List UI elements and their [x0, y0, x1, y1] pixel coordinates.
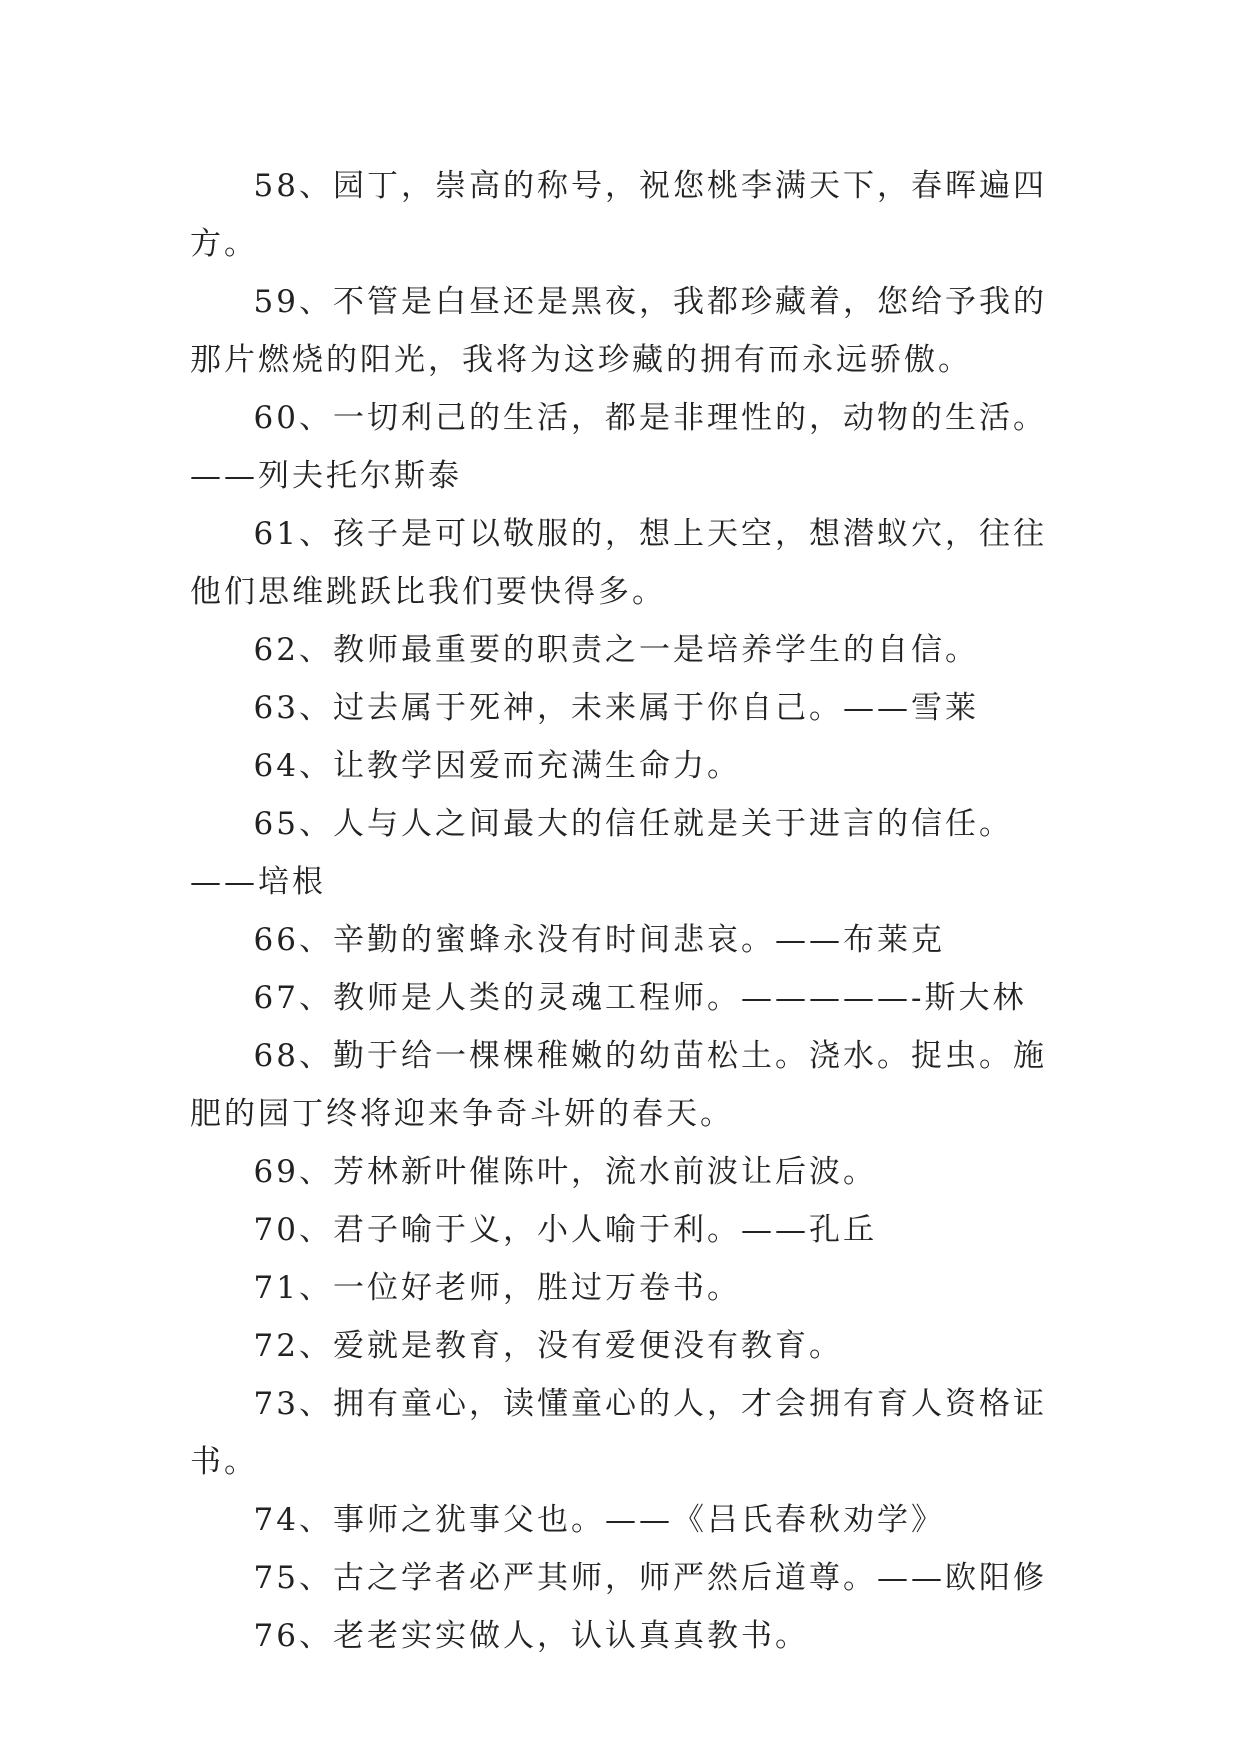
quote-paragraph-61: 61、孩子是可以敬服的，想上天空，想潜蚁穴，往往他们思维跳跃比我们要快得多。	[190, 516, 1047, 610]
document-body	[190, 157, 1052, 1665]
quote-paragraph-71: 71、一位好老师，胜过万卷书。	[253, 1270, 741, 1306]
quote-paragraph-69: 69、芳林新叶催陈叶，流水前波让后波。	[253, 1154, 877, 1190]
quote-paragraph-75: 75、古之学者必严其师，师严然后道尊。——欧阳修	[253, 1560, 1047, 1596]
quote-paragraph-72: 72、爱就是教育，没有爱便没有教育。	[253, 1328, 843, 1364]
quote-paragraph-70: 70、君子喻于义，小人喻于利。——孔丘	[253, 1212, 877, 1248]
quote-paragraph-68: 68、勤于给一棵棵稚嫩的幼苗松土。浇水。捉虫。施肥的园丁终将迎来争奇斗妍的春天。	[190, 1038, 1047, 1132]
quote-paragraph-74: 74、事师之犹事父也。——《吕氏春秋劝学》	[253, 1502, 945, 1538]
quote-paragraph-73: 73、拥有童心，读懂童心的人，才会拥有育人资格证书。	[190, 1386, 1047, 1480]
quote-paragraph-65: 65、人与人之间最大的信任就是关于进言的信任。——培根	[190, 806, 1013, 900]
quote-paragraph-76: 76、老老实实做人，认认真真教书。	[253, 1618, 809, 1654]
quote-paragraph-59: 59、不管是白昼还是黑夜，我都珍藏着，您给予我的那片燃烧的阳光，我将为这珍藏的拥有而永远骄傲。	[190, 284, 1047, 378]
quote-paragraph-60: 60、一切利己的生活，都是非理性的，动物的生活。——列夫托尔斯泰	[190, 400, 1047, 494]
quote-paragraph-63: 63、过去属于死神，未来属于你自己。——雪莱	[253, 690, 979, 726]
quote-paragraph-64: 64、让教学因爱而充满生命力。	[253, 748, 741, 784]
quote-paragraph-66: 66、辛勤的蜜蜂永没有时间悲哀。——布莱克	[253, 922, 945, 958]
quote-paragraph-67: 67、教师是人类的灵魂工程师。—————-斯大林	[253, 980, 1027, 1016]
quote-paragraph-58: 58、园丁，崇高的称号，祝您桃李满天下，春晖遍四方。	[190, 168, 1047, 262]
quote-paragraph-62: 62、教师最重要的职责之一是培养学生的自信。	[253, 632, 979, 668]
